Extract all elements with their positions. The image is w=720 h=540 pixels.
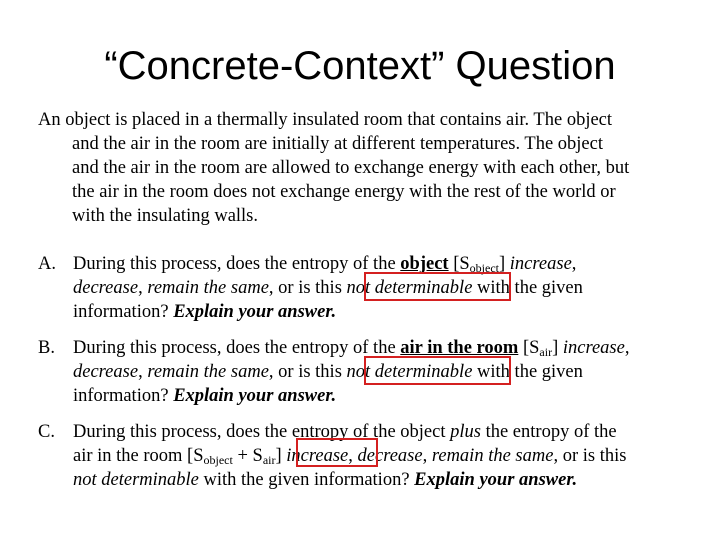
explain-prompt: Explain your answer.	[173, 386, 337, 406]
page-title: “Concrete-Context” Question	[104, 44, 616, 88]
option-remain-same: remain the same	[147, 278, 269, 298]
intro-line: An object is placed in a thermally insulated room that contains air. The object	[38, 110, 613, 130]
option-remain-same: remain the same	[431, 446, 554, 466]
explain-prompt: Explain your answer.	[414, 470, 578, 490]
option-decrease: decrease	[73, 362, 139, 382]
question-letter: C.	[38, 422, 55, 442]
option-increase: increase	[562, 338, 625, 358]
intro-line: with the insulating walls.	[72, 206, 259, 226]
option-remain-same: remain the same	[147, 362, 269, 382]
option-increase: increase	[286, 446, 349, 466]
question-b: B. During this process, does the entropy of the air in the room $[S_{air}]$ increase, decrease, remain the same, or is this not determinable with the given information? Explain your answer.	[38, 338, 630, 406]
highlight-box-a	[364, 272, 511, 301]
option-not-determinable: not determinable	[346, 362, 473, 382]
intro-line: the air in the room does not exchange energy with the rest of the world or	[72, 182, 616, 202]
entropy-symbol: $[S_{air}]$	[518, 338, 563, 359]
explain-prompt: Explain your answer.	[173, 302, 337, 322]
question-subject: air in the room	[400, 338, 519, 358]
question-letter: B.	[38, 338, 55, 358]
highlight-box-c	[296, 438, 378, 467]
intro-line: and the air in the room are allowed to exchange energy with each other, but	[72, 158, 630, 178]
option-not-determinable: not determinable	[73, 470, 199, 490]
question-letter: A.	[38, 254, 56, 274]
question-a: A. During this process, does the entropy of the object $[S_{object}]$ increase, decrease, remain the same, or is this not determinable with the given information? Explain your answer.	[38, 254, 583, 322]
entropy-symbol: $[S_{object}]$	[448, 254, 510, 275]
question-lead: During this process, does the entropy of the object	[73, 422, 451, 442]
highlight-box-b	[364, 356, 511, 385]
problem-statement	[38, 108, 688, 228]
option-not-determinable: not determinable	[346, 278, 473, 298]
question-c: C. During this process, does the entropy of the object plus the entropy of the air in the room $[S_{object} + S_{air}]$ increase, decrease, remain the same, or is this not determinable with the given information? Explain your answer.	[38, 422, 627, 490]
option-increase: increase	[509, 254, 572, 274]
question-lead: During this process, does the entropy of the	[73, 338, 401, 358]
question-lead: During this process, does the entropy of the	[73, 254, 401, 274]
intro-line: and the air in the room are initially at different temperatures. The object	[72, 134, 603, 154]
option-decrease: decrease	[357, 446, 423, 466]
option-decrease: decrease	[73, 278, 139, 298]
plus-word: plus	[450, 422, 481, 442]
question-subject: object	[400, 254, 449, 274]
